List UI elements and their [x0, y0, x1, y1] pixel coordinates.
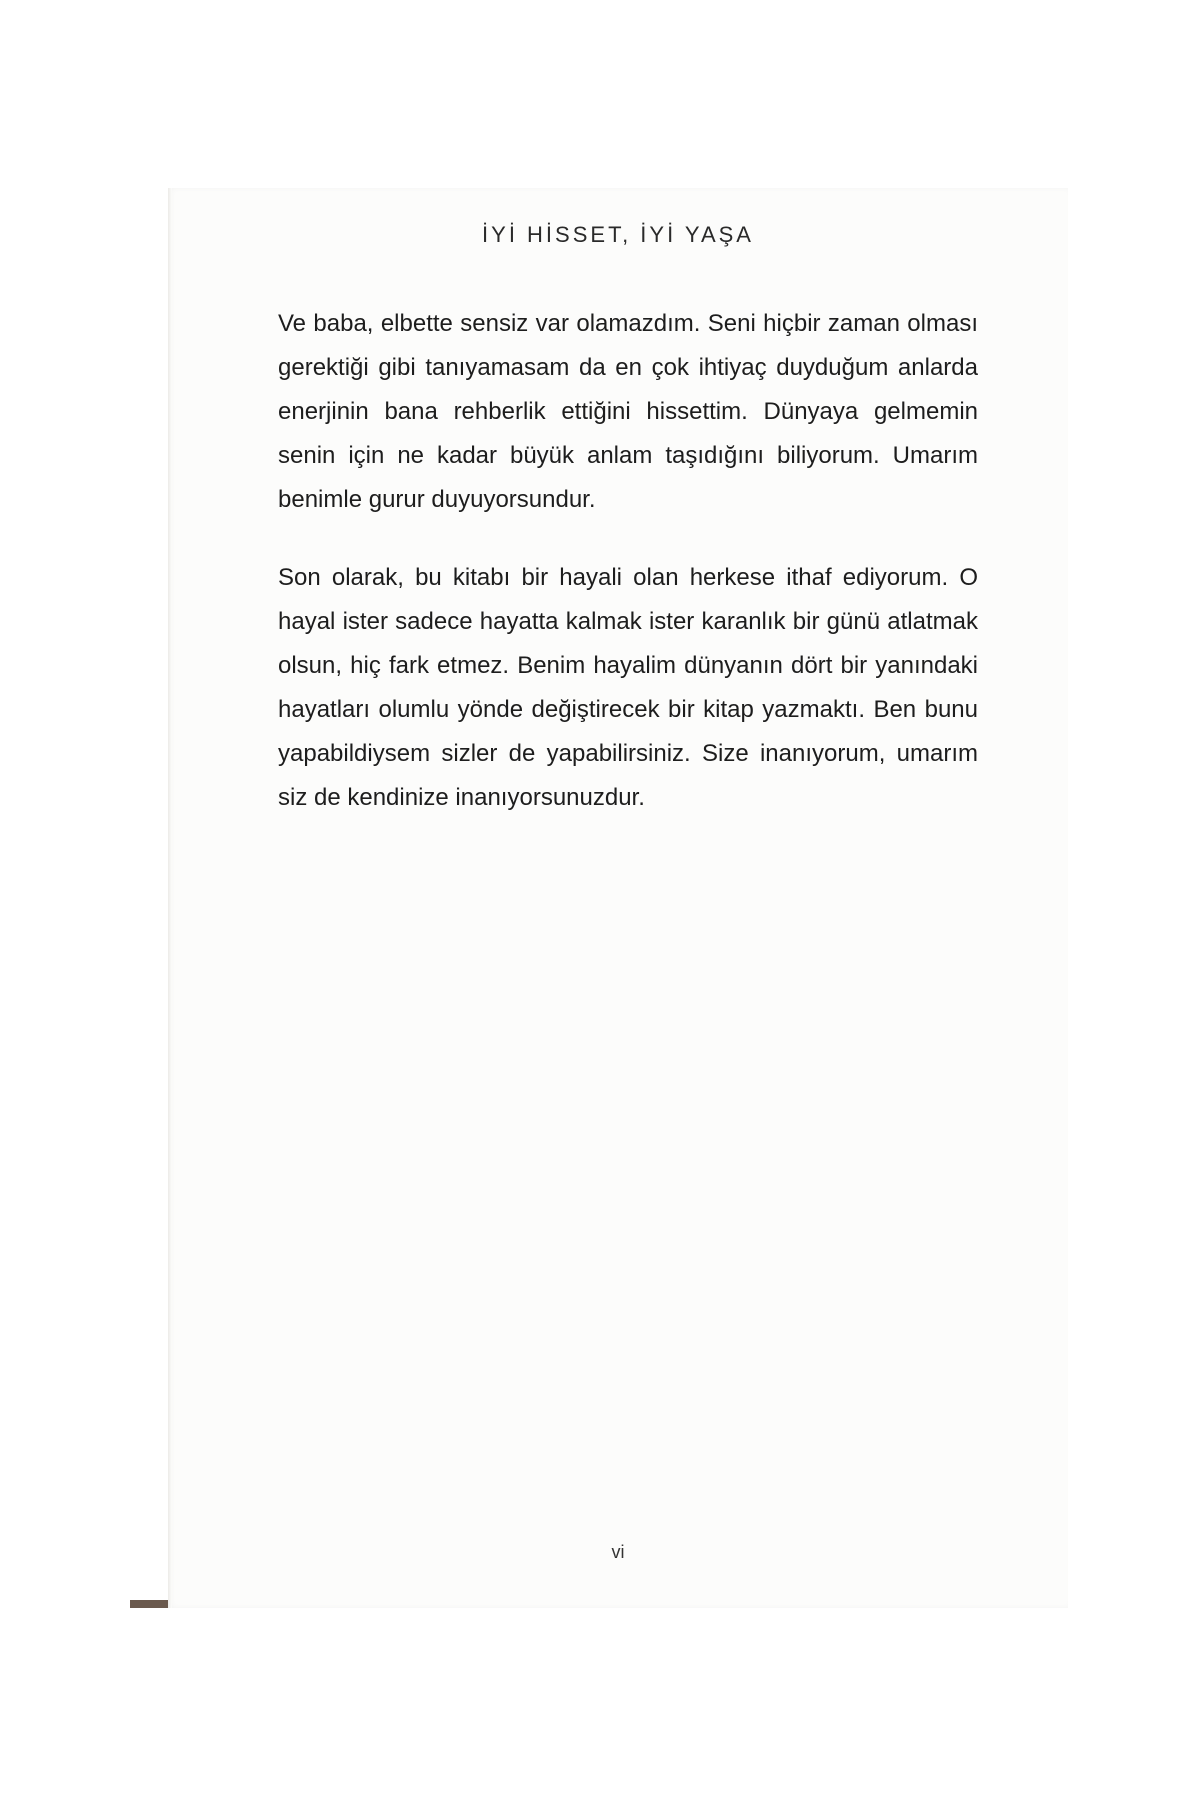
paragraph-dedication: Son olarak, bu kitabı bir hayali olan herkese ithaf ediyorum. O hayal ister sadece hayatta kalmak ister karanlık bir günü atlatmak olsun, hiç fark etmez. Benim hayalim dünyanın dört bir yanındaki hayatları olumlu yönde değiştirecek bir kitap yazmaktı. Ben bunu yapabildiysem sizler de yapabilirsiniz. Size inanıyorum, umarım siz de kendinize inanıyorsunuzdur. — [278, 564, 978, 811]
page-gutter-shadow — [168, 188, 172, 1608]
page-number: vi — [611, 1542, 625, 1562]
page-body — [278, 302, 978, 854]
paragraph-acknowledgement-father: Ve baba, elbette sensiz var olamazdım. Seni hiçbir zaman olması gerektiği gibi tanıyamasam da en çok ihtiyaç duyduğum anlarda enerjinin bana rehberlik ettiğini hissettim. Dünyaya gelmemin senin için ne kadar büyük anlam taşıdığını biliyorum. Umarım benimle gurur duyuyorsundur. — [278, 310, 978, 513]
binding-edge-mark — [130, 1600, 168, 1608]
running-head-title: İYİ HİSSET, İYİ YAŞA — [482, 222, 754, 247]
